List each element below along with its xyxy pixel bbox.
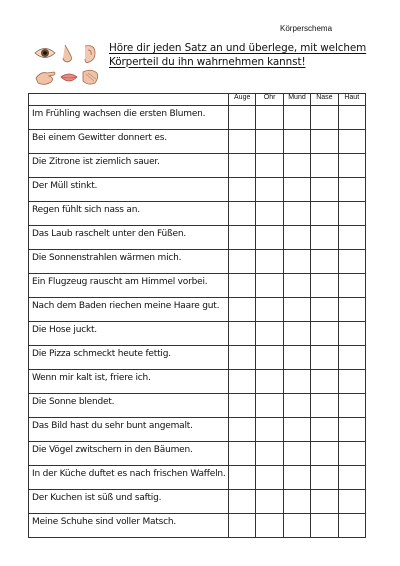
checkbox-cell-auge[interactable] <box>229 514 256 538</box>
checkbox-cell-auge[interactable] <box>229 154 256 178</box>
table-row <box>29 154 366 178</box>
checkbox-cell-ohr[interactable] <box>256 130 283 154</box>
sentence-text: Wenn mir kalt ist, friere ich. <box>32 373 151 383</box>
instruction-text: Höre dir jeden Satz an und überlege, mit welchem Körperteil du ihn wahrnehmen kannst! <box>109 42 367 68</box>
checkbox-cell-mund[interactable] <box>283 466 310 490</box>
checkbox-cell-mund[interactable] <box>283 418 310 442</box>
column-header-auge: Auge <box>229 94 256 106</box>
mouth-icon <box>61 74 77 81</box>
sentence-text: Das Laub raschelt unter den Füßen. <box>32 229 186 239</box>
checkbox-cell-nase[interactable] <box>311 466 338 490</box>
sentence-text: Bei einem Gewitter donnert es. <box>32 133 167 143</box>
nose-icon <box>63 45 72 62</box>
checkbox-cell-auge[interactable] <box>229 250 256 274</box>
sentence-cell <box>29 154 229 178</box>
checkbox-cell-ohr[interactable] <box>256 154 283 178</box>
table-row <box>29 226 366 250</box>
checkbox-cell-haut[interactable] <box>338 250 365 274</box>
checkbox-cell-ohr[interactable] <box>256 106 283 130</box>
sentence-text: Meine Schuhe sind voller Matsch. <box>32 517 177 527</box>
sentence-cell <box>29 202 229 226</box>
checkbox-cell-mund[interactable] <box>283 226 310 250</box>
checkbox-cell-ohr[interactable] <box>256 298 283 322</box>
sentence-cell <box>29 250 229 274</box>
column-header-mund: Mund <box>283 94 310 106</box>
checkbox-cell-haut[interactable] <box>338 418 365 442</box>
checkbox-cell-nase[interactable] <box>311 490 338 514</box>
table-row <box>29 418 366 442</box>
header-title: Körperschema <box>280 24 333 33</box>
checkbox-cell-auge[interactable] <box>229 298 256 322</box>
checkbox-cell-nase[interactable] <box>311 106 338 130</box>
checkbox-cell-haut[interactable] <box>338 130 365 154</box>
checkbox-cell-nase[interactable] <box>311 130 338 154</box>
checkbox-cell-auge[interactable] <box>229 418 256 442</box>
sentence-cell <box>29 178 229 202</box>
checkbox-cell-haut[interactable] <box>338 514 365 538</box>
checkbox-cell-nase[interactable] <box>311 178 338 202</box>
checkbox-cell-haut[interactable] <box>338 298 365 322</box>
checkbox-cell-nase[interactable] <box>311 370 338 394</box>
sentence-text: Regen fühlt sich nass an. <box>32 205 140 215</box>
checkbox-cell-ohr[interactable] <box>256 442 283 466</box>
checkbox-cell-haut[interactable] <box>338 322 365 346</box>
checkbox-cell-haut[interactable] <box>338 394 365 418</box>
checkbox-cell-auge[interactable] <box>229 106 256 130</box>
sentence-text: Die Sonne blendet. <box>32 397 115 407</box>
skin-icon <box>83 70 98 84</box>
checkbox-cell-mund[interactable] <box>283 130 310 154</box>
checkbox-cell-auge[interactable] <box>229 274 256 298</box>
sentence-text: Die Zitrone ist ziemlich sauer. <box>32 157 160 167</box>
checkbox-cell-auge[interactable] <box>229 490 256 514</box>
table-row <box>29 442 366 466</box>
sentence-text: Die Vögel zwitschern in den Bäumen. <box>32 445 193 455</box>
table-row <box>29 178 366 202</box>
checkbox-cell-auge[interactable] <box>229 226 256 250</box>
checkbox-cell-nase[interactable] <box>311 418 338 442</box>
checkbox-cell-mund[interactable] <box>283 442 310 466</box>
sentence-cell <box>29 322 229 346</box>
table-header-row <box>29 94 366 106</box>
checkbox-cell-ohr[interactable] <box>256 490 283 514</box>
checkbox-cell-haut[interactable] <box>338 466 365 490</box>
checkbox-cell-ohr[interactable] <box>256 394 283 418</box>
checkbox-cell-haut[interactable] <box>338 154 365 178</box>
checkbox-cell-ohr[interactable] <box>256 418 283 442</box>
checkbox-cell-nase[interactable] <box>311 346 338 370</box>
sentence-text: Die Hose juckt. <box>32 325 97 335</box>
checkbox-cell-haut[interactable] <box>338 370 365 394</box>
checkbox-cell-ohr[interactable] <box>256 250 283 274</box>
eye-icon <box>35 49 55 58</box>
column-header-nase: Nase <box>311 94 338 106</box>
checkbox-cell-nase[interactable] <box>311 226 338 250</box>
checkbox-cell-ohr[interactable] <box>256 514 283 538</box>
checkbox-cell-mund[interactable] <box>283 154 310 178</box>
checkbox-cell-haut[interactable] <box>338 490 365 514</box>
checkbox-cell-ohr[interactable] <box>256 346 283 370</box>
checkbox-cell-haut[interactable] <box>338 442 365 466</box>
checkbox-cell-nase[interactable] <box>311 394 338 418</box>
table-row <box>29 274 366 298</box>
checkbox-cell-auge[interactable] <box>229 322 256 346</box>
checkbox-cell-nase[interactable] <box>311 322 338 346</box>
checkbox-cell-nase[interactable] <box>311 250 338 274</box>
checkbox-cell-mund[interactable] <box>283 178 310 202</box>
checkbox-cell-mund[interactable] <box>283 322 310 346</box>
checkbox-cell-mund[interactable] <box>283 370 310 394</box>
sentence-text: Das Bild hast du sehr bunt angemalt. <box>32 421 193 431</box>
sentence-text: Nach dem Baden riechen meine Haare gut. <box>32 301 220 311</box>
sentence-cell <box>29 346 229 370</box>
senses-icon-grid <box>33 42 103 90</box>
sentence-cell <box>29 490 229 514</box>
checkbox-cell-ohr[interactable] <box>256 274 283 298</box>
checkbox-cell-mund[interactable] <box>283 298 310 322</box>
checkbox-cell-haut[interactable] <box>338 178 365 202</box>
sentence-text: Die Sonnenstrahlen wärmen mich. <box>32 253 182 263</box>
table-row <box>29 466 366 490</box>
table-row <box>29 346 366 370</box>
checkbox-cell-nase[interactable] <box>311 274 338 298</box>
checkbox-cell-auge[interactable] <box>229 442 256 466</box>
table-row <box>29 250 366 274</box>
sentence-cell <box>29 298 229 322</box>
table-row <box>29 322 366 346</box>
checkbox-cell-haut[interactable] <box>338 106 365 130</box>
table-row <box>29 202 366 226</box>
checkbox-cell-mund[interactable] <box>283 106 310 130</box>
checkbox-cell-nase[interactable] <box>311 202 338 226</box>
sentence-text: In der Küche duftet es nach frischen Waffeln. <box>32 469 226 479</box>
table-row <box>29 490 366 514</box>
checkbox-cell-ohr[interactable] <box>256 370 283 394</box>
sentence-cell <box>29 130 229 154</box>
sentence-text: Ein Flugzeug rauscht am Himmel vorbei. <box>32 277 208 287</box>
sentence-cell <box>29 466 229 490</box>
checkbox-cell-mund[interactable] <box>283 514 310 538</box>
checkbox-cell-nase[interactable] <box>311 442 338 466</box>
sentence-cell <box>29 226 229 250</box>
checkbox-cell-haut[interactable] <box>338 202 365 226</box>
table-row <box>29 514 366 538</box>
checkbox-cell-mund[interactable] <box>283 346 310 370</box>
sentence-cell <box>29 394 229 418</box>
checkbox-cell-ohr[interactable] <box>256 202 283 226</box>
ear-icon <box>85 46 95 63</box>
checkbox-cell-nase[interactable] <box>311 298 338 322</box>
checkbox-cell-mund[interactable] <box>283 490 310 514</box>
column-header-sentence <box>29 94 229 106</box>
senses-table <box>28 93 366 538</box>
checkbox-cell-auge[interactable] <box>229 178 256 202</box>
checkbox-cell-haut[interactable] <box>338 226 365 250</box>
checkbox-cell-auge[interactable] <box>229 394 256 418</box>
checkbox-cell-ohr[interactable] <box>256 466 283 490</box>
table-row <box>29 130 366 154</box>
checkbox-cell-auge[interactable] <box>229 202 256 226</box>
sentence-cell <box>29 418 229 442</box>
sentence-cell <box>29 370 229 394</box>
checkbox-cell-mund[interactable] <box>283 394 310 418</box>
sentence-cell <box>29 514 229 538</box>
checkbox-cell-ohr[interactable] <box>256 178 283 202</box>
sentence-text: Die Pizza schmeckt heute fettig. <box>32 349 171 359</box>
checkbox-cell-ohr[interactable] <box>256 322 283 346</box>
checkbox-cell-auge[interactable] <box>229 370 256 394</box>
checkbox-cell-auge[interactable] <box>229 466 256 490</box>
checkbox-cell-ohr[interactable] <box>256 226 283 250</box>
table-row <box>29 106 366 130</box>
table-row <box>29 298 366 322</box>
sentence-text: Im Frühling wachsen die ersten Blumen. <box>32 109 206 119</box>
table-row <box>29 394 366 418</box>
checkbox-cell-nase[interactable] <box>311 514 338 538</box>
checkbox-cell-haut[interactable] <box>338 274 365 298</box>
table-row <box>29 370 366 394</box>
sentence-text: Der Kuchen ist süß und saftig. <box>32 493 162 503</box>
checkbox-cell-auge[interactable] <box>229 346 256 370</box>
checkbox-cell-mund[interactable] <box>283 274 310 298</box>
checkbox-cell-mund[interactable] <box>283 250 310 274</box>
hand-icon <box>36 72 55 84</box>
sentence-cell <box>29 274 229 298</box>
sentence-cell <box>29 106 229 130</box>
checkbox-cell-mund[interactable] <box>283 202 310 226</box>
sentence-cell <box>29 442 229 466</box>
column-header-ohr: Ohr <box>256 94 283 106</box>
checkbox-cell-haut[interactable] <box>338 346 365 370</box>
column-header-haut: Haut <box>338 94 365 106</box>
checkbox-cell-auge[interactable] <box>229 130 256 154</box>
checkbox-cell-nase[interactable] <box>311 154 338 178</box>
sentence-text: Der Müll stinkt. <box>32 181 98 191</box>
